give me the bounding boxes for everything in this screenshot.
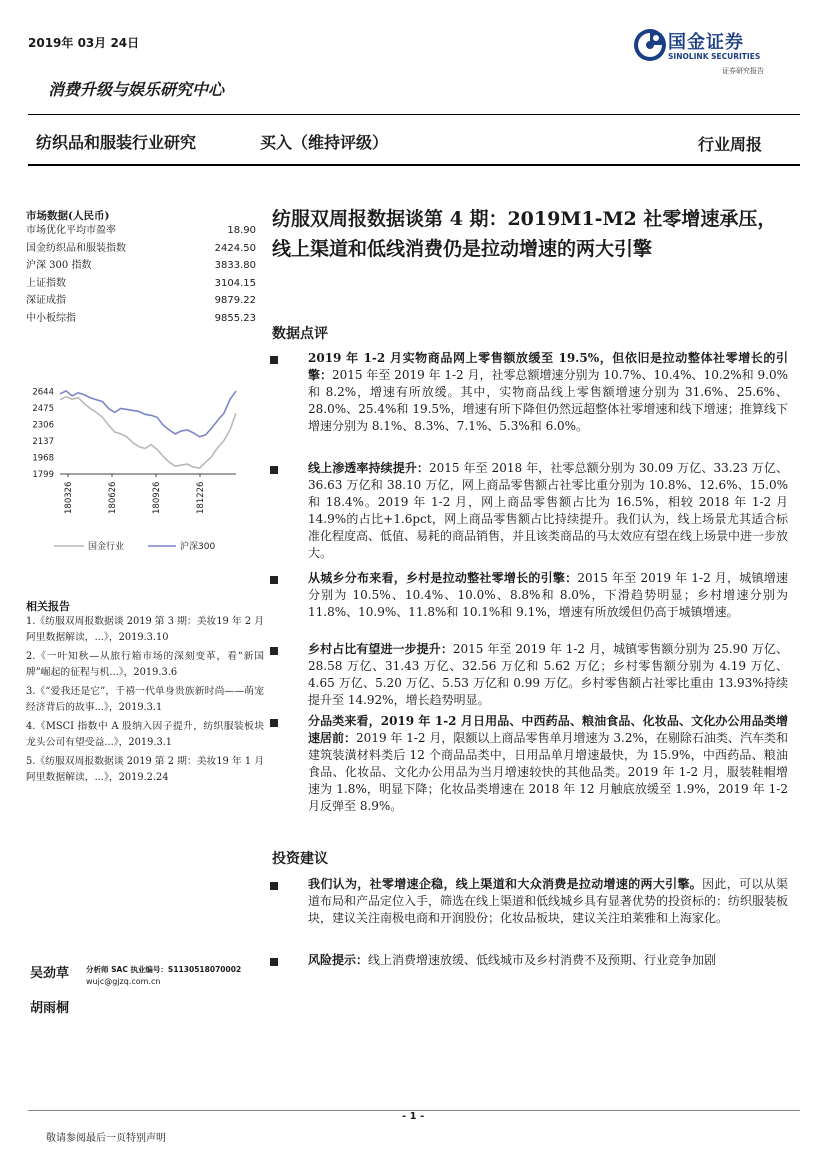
market-label: 沪深 300 指数 <box>26 260 92 271</box>
x-tick-label: 181226 <box>196 481 206 514</box>
analyst-name: 吴劲草 <box>30 966 70 981</box>
related-reports-title: 相关报告 <box>26 600 70 613</box>
page-number: - 1 - <box>398 1111 428 1122</box>
industry-label: 纺织品和服装行业研究 <box>36 133 197 152</box>
performance-chart <box>26 370 256 590</box>
y-tick-label: 2644 <box>32 387 54 398</box>
point-body: 2015 年至 2019 年 1-2 月，城镇增速分别为 10.5%、10.4%、10.0%、8.8%和 8.0%，下滑趋势明显；乡村增速分别为 11.8%、10.9%、11.8%和 10.1%和 9.1%，增速有所放缓但仍高于城镇增速。 <box>308 571 788 619</box>
market-row <box>26 275 256 293</box>
review-point <box>308 460 788 562</box>
market-row <box>26 292 256 310</box>
bullet-icon <box>270 719 278 727</box>
risk-point <box>308 952 788 969</box>
risk-body: 线上消费增速放缓、低线城市及乡村消费不及预期、行业竞争加剧 <box>368 953 717 967</box>
market-value: 9879.22 <box>214 295 256 306</box>
related-reports-list <box>26 614 264 789</box>
market-value: 3104.15 <box>214 277 256 289</box>
market-row <box>26 222 256 240</box>
related-report-item[interactable]: 5.《纺服双周报数据谈 2019 第 2 期：美妆19 年 1 月阿里数据解读，...》，2019.2.24 <box>26 756 264 783</box>
research-center: 消费升级与娱乐研究中心 <box>48 80 225 99</box>
invest-lead: 我们认为，社零增速企稳，线上渠道和大众消费是拉动增速的两大引擎。 <box>308 877 703 891</box>
x-tick-label: 180926 <box>152 481 162 514</box>
invest-body: 因此，可以从渠道布局和产品定位入手，筛选在线上渠道和低线城乡具有显著优势的投资标的：纺织服装板块，建议关注南极电商和开润股份；化妆品板块，建议关注珀莱雅和上海家化。 <box>308 877 789 925</box>
market-value: 9855.23 <box>214 312 256 324</box>
bullet-icon <box>270 466 278 474</box>
x-tick-label: 180326 <box>64 481 74 514</box>
point-lead: 乡村占比有望进一步提升： <box>308 642 453 656</box>
legend-label-index: 沪深300 <box>180 542 216 552</box>
series-line-sector <box>60 397 236 468</box>
market-label: 上证指数 <box>26 277 66 289</box>
second-analyst-name: 胡雨桐 <box>30 1001 70 1016</box>
review-point <box>308 713 788 815</box>
point-lead: 线上渗透率持续提升： <box>308 461 430 475</box>
y-tick-label: 2306 <box>32 420 54 431</box>
market-row <box>26 257 256 275</box>
related-report-item[interactable]: 2.《一叶知秋—从旅行箱市场的深刻变革，看“新国牌”崛起的征程与机...》，2019.3.6 <box>26 651 264 678</box>
analyst-email[interactable]: wujc@gjzq.com.cn <box>86 977 161 986</box>
market-label: 中小板综指 <box>26 312 76 324</box>
legend-label-sector: 国金行业 <box>88 542 125 552</box>
market-data-table <box>26 222 256 327</box>
related-report-item[interactable]: 3.《“爱我还是它”，千禧一代单身贵族新时尚——萌宠经济背后的故事...》，2019.3.1 <box>26 686 264 713</box>
point-body: 2015 年至 2019 年 1-2 月，社零总额增速分别为 10.7%、10.4%、10.2%和 9.0%和 8.2%，增速有所放缓。其中，实物商品线上零售额增速分别为 31.6%、25.6%、28.0%、25.4%和 19.5%，增速有所下降但仍然远超整体社零增速和线下增速；推算线下增速分别为 8.1%、8.3%、7.1%、5.3%和 6.0%。 <box>308 368 788 433</box>
point-lead: 2019 年 1-2 月实物商品网上零售额放缓至 19.5%，但依旧是拉动整体社零增长的引擎： <box>308 351 788 382</box>
report-title: 纺服双周报数据谈第 4 期：2019M1-M2 社零增速承压，线上渠道和低线消费仍是拉动增速的两大引擎 <box>272 208 777 260</box>
header-divider-thick <box>28 164 800 166</box>
brand-name-en: SINOLINK SECURITIES <box>668 52 761 61</box>
risk-lead: 风险提示： <box>308 953 369 967</box>
footer-disclaimer: 敬请参阅最后一页特别声明 <box>46 1133 166 1144</box>
section-invest: 投资建议 <box>272 851 328 867</box>
market-data-title: 市场数据(人民币) <box>26 210 110 222</box>
point-body: 2015 年至 2019 年 1-2 月，城镇零售额分别为 25.90 万亿、28.58 万亿、31.43 万亿、32.56 万亿和 5.62 万亿；乡村零售额分别为 4.19 万亿、4.65 万亿、5.20 万亿、5.53 万亿和 0.99 万亿。乡村零售额占社零比重由 13.93%持续提升至 14.92%，增长趋势明显。 <box>308 642 788 707</box>
brand-subtitle: 证券研究报告 <box>722 67 764 75</box>
report-date: 2019年 03月 24日 <box>28 36 140 50</box>
related-report-item[interactable]: 4.《MSCI 指数中 A 股纳入因子提升，纺织服装板块龙头公司有望受益...》，2019.3.1 <box>26 721 264 748</box>
market-value: 2424.50 <box>214 242 256 254</box>
related-report-item[interactable]: 1.《纺服双周报数据谈 2019 第 3 期：美妆19 年 2 月阿里数据解读，...》，2019.3.10 <box>26 616 264 643</box>
market-row <box>26 310 256 328</box>
bullet-icon <box>270 958 278 966</box>
point-body: 2019 年 1-2 月，限额以上商品零售单月增速为 3.2%，在剔除石油类、汽车类和建筑装潢材料类后 12 个商品品类中，日用品单月增速最快，为 15.9%，中西药品、粮油食品、化妆品、文化办公用品为当月增速较快的其他品类。2019 年 1-2 月，服装鞋帽增速为 1.8%，明显下降；化妆品类增速在 2018 年 12 月触底放缓至 1.9%，2019 年 1-2 月反弹至 8.9%。 <box>308 731 788 813</box>
bullet-icon <box>270 882 278 890</box>
bullet-icon <box>270 576 278 584</box>
point-body: 2015 年至 2018 年，社零总额分别为 30.09 万亿、33.23 万亿、36.63 万亿和 38.10 万亿，网上商品零售额占社零比重分别为 10.8%、12.6%、15.0%和 18.4%。2019 年 1-2 月，网上商品零售额占比为 16.5%，相较 2018 年 1-2 月 14.9%的占比+1.6pct，网上商品零售额占比持续提升。我们认为，线上场景尤其适合标准化程度高、低值、易耗的商品销售，并且该类商品的马太效应有望在线上场景中进一步放大。 <box>308 461 789 560</box>
analyst-certificate: 分析师 SAC 执业编号：S1130518070002 <box>86 965 242 974</box>
y-tick-label: 1799 <box>32 470 54 480</box>
header-divider <box>28 114 800 115</box>
report-type: 行业周报 <box>698 135 763 154</box>
sinolink-logo-icon <box>632 27 668 63</box>
review-point <box>308 641 788 709</box>
bullet-icon <box>270 647 278 655</box>
market-label: 深证成指 <box>26 295 66 306</box>
invest-point <box>308 876 788 927</box>
brand-name-cn: 国金证券 <box>668 32 744 53</box>
market-value: 18.90 <box>227 225 256 236</box>
bullet-icon <box>270 356 278 364</box>
rating-label: 买入（维持评级） <box>260 133 389 152</box>
market-label: 国金纺织品和服装指数 <box>26 242 126 254</box>
market-row <box>26 240 256 258</box>
y-tick-label: 2475 <box>32 403 54 414</box>
review-point <box>308 350 788 435</box>
y-tick-label: 1968 <box>32 453 54 464</box>
review-point <box>308 570 788 621</box>
x-tick-label: 180626 <box>108 481 118 514</box>
market-label: 市场优化平均市盈率 <box>26 225 116 236</box>
series-line-index <box>60 391 236 437</box>
section-data-review: 数据点评 <box>272 326 328 342</box>
market-value: 3833.80 <box>214 260 256 271</box>
y-tick-label: 2137 <box>32 436 54 447</box>
point-lead: 分品类来看，2019 年 1-2 月日用品、中西药品、粮油食品、化妆品、文化办公用品类增速居前： <box>308 714 788 745</box>
point-lead: 从城乡分布来看，乡村是拉动整社零增长的引擎： <box>308 571 578 585</box>
